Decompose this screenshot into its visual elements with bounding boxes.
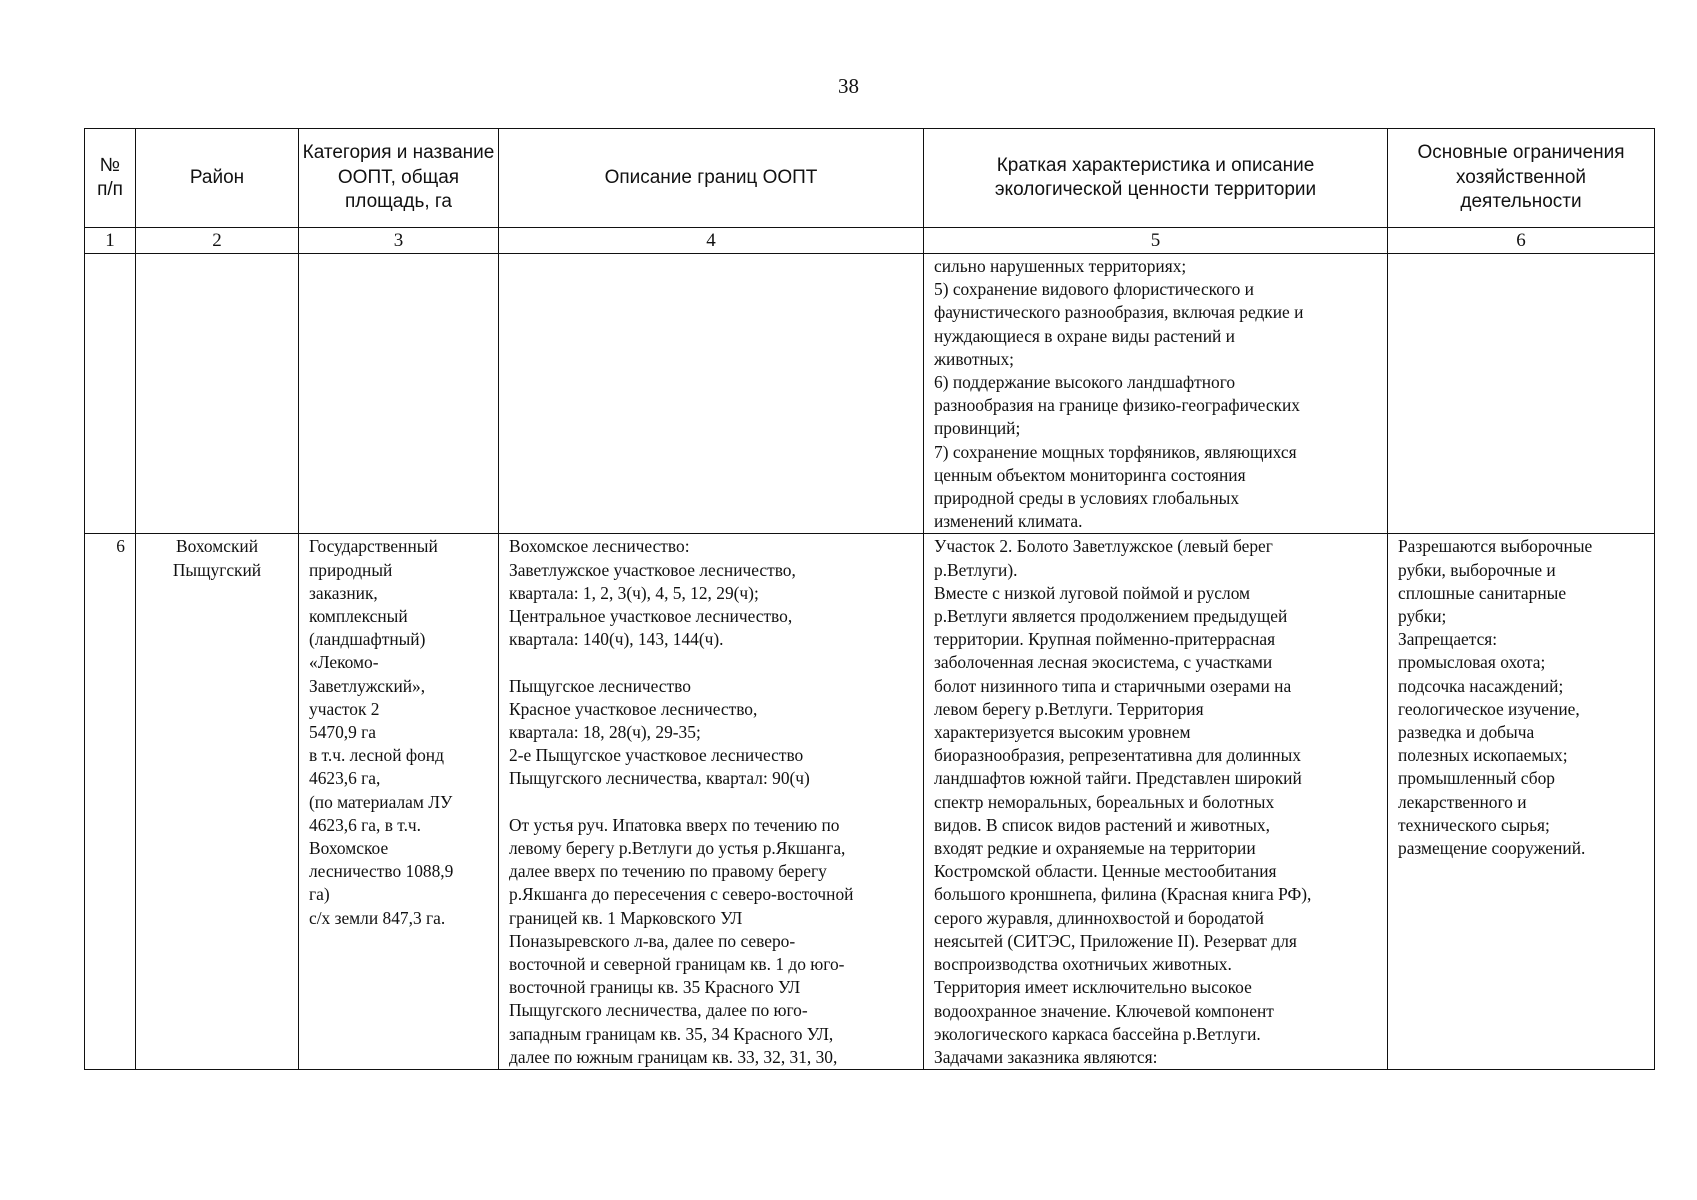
text-line: Вохомский <box>175 536 259 557</box>
cell-text <box>136 166 298 191</box>
header-line: хозяйственной <box>1455 166 1587 188</box>
cell-category <box>299 534 499 1070</box>
header-line: деятельности <box>1460 191 1582 213</box>
cell-text <box>499 534 923 1069</box>
text-line: характеризуется высоким уровнем <box>934 722 1191 743</box>
cell-empty <box>299 254 499 534</box>
text-line: воспроизводства охотничьих животных. <box>934 954 1232 975</box>
text-line: территории. Крупная пойменно-притеррасная <box>934 629 1276 650</box>
column-number: 1 <box>85 228 136 254</box>
text-line: Вместе с низкой луговой поймой и руслом <box>934 582 1251 603</box>
text-line: фаунистического разнообразия, включая редкие и <box>934 302 1304 323</box>
text-line: квартала: 1, 2, 3(ч), 4, 5, 12, 29(ч); <box>509 582 759 603</box>
cell-text <box>924 254 1387 533</box>
text-line: квартала: 18, 28(ч), 29-35; <box>509 722 701 743</box>
text-line: 5) сохранение видового флористического и <box>934 279 1254 300</box>
text-line: видов. В список видов растений и животных, <box>934 814 1270 835</box>
cell-text <box>1388 534 1654 860</box>
text-line: промышленный сбор <box>1398 768 1555 789</box>
cell-text <box>1388 141 1654 215</box>
header-line: Категория и название <box>302 142 495 164</box>
text-line: сплошные санитарные <box>1398 582 1567 603</box>
header-line: ООПТ, общая <box>337 166 460 188</box>
column-number: 6 <box>1388 228 1655 254</box>
text-line: нуждающиеся в охране виды растений и <box>934 325 1235 346</box>
text-line: восточной границы кв. 35 Красного УЛ <box>509 977 801 998</box>
header-line: Описание границ ООПТ <box>604 166 818 188</box>
text-line: сильно нарушенных территориях; <box>934 256 1187 276</box>
text-line: провинций; <box>934 418 1021 439</box>
text-line: экологического каркаса бассейна р.Ветлуги. <box>934 1023 1261 1044</box>
text-line: подсочка насаждений; <box>1398 675 1564 696</box>
text-line: заказник, <box>309 582 378 603</box>
text-line: ценным объектом мониторинга состояния <box>934 464 1246 485</box>
text-line: в т.ч. лесной фонд <box>309 745 444 766</box>
column-number-row <box>85 228 1655 254</box>
text-line: 6) поддержание высокого ландшафтного <box>934 372 1236 393</box>
text-line: границей кв. 1 Марковского УЛ <box>509 907 743 928</box>
text-line: серого журавля, длиннохвостой и бородатой <box>934 907 1264 928</box>
cell-empty <box>136 254 299 534</box>
text-line: Государственный <box>309 536 438 557</box>
text-line: 4623,6 га, <box>309 768 381 789</box>
text-line: га) <box>309 884 330 905</box>
text-line: Участок 2. Болото Заветлужское (левый берег <box>934 536 1273 557</box>
header-line: Основные ограничения <box>1417 142 1625 164</box>
text-line: Красное участковое лесничество, <box>509 698 758 719</box>
text-line: далее вверх по течению по правому берегу <box>509 861 827 882</box>
text-line: Задачами заказника являются: <box>934 1046 1158 1067</box>
text-line: природной среды в условиях глобальных <box>934 488 1240 509</box>
protected-areas-table <box>84 128 1655 1070</box>
text-line: Заветлужский», <box>309 675 426 696</box>
column-number: 5 <box>924 228 1388 254</box>
text-line: 7) сохранение мощных торфяников, являющихся <box>934 441 1297 462</box>
table-row <box>85 534 1655 1070</box>
text-line: Костромской области. Ценные местообитания <box>934 861 1277 882</box>
text-line: левом берегу р.Ветлуги. Территория <box>934 698 1204 719</box>
text-line: Запрещается: <box>1398 629 1498 650</box>
text-line: разведка и добыча <box>1398 722 1535 743</box>
text-line: Вохомское лесничество: <box>509 536 690 557</box>
text-line: От устья руч. Ипатовка вверх по течению по <box>509 814 840 835</box>
table-header-row <box>85 129 1655 228</box>
text-line: ландшафтов южной тайги. Представлен широкий <box>934 768 1302 789</box>
text-line: геологическое изучение, <box>1398 698 1580 719</box>
cell-description <box>924 534 1388 1070</box>
text-line: лекарственного и <box>1398 791 1527 812</box>
text-line: разнообразия на границе физико-географических <box>934 395 1300 416</box>
text-line: большого кроншнепа, филина (Красная книга РФ), <box>934 884 1312 905</box>
cell-text <box>299 534 498 929</box>
row-number: 6 <box>116 536 125 557</box>
text-line: лесничество 1088,9 <box>309 861 454 882</box>
cell-number <box>85 534 136 1070</box>
text-line: животных; <box>934 348 1014 369</box>
cell-empty <box>499 254 924 534</box>
cell-text <box>85 154 135 203</box>
text-line: участок 2 <box>309 698 380 719</box>
text-line: Пыщугского лесничества, квартал: 90(ч) <box>509 768 810 789</box>
text-line: Разрешаются выборочные <box>1398 536 1593 557</box>
header-description <box>924 129 1388 228</box>
text-line: западным границам кв. 35, 34 Красного УЛ, <box>509 1023 834 1044</box>
cell-empty <box>1388 254 1655 534</box>
header-line: № <box>99 154 121 176</box>
header-line: Краткая характеристика и описание <box>996 154 1315 176</box>
text-line: технического сырья; <box>1398 814 1550 835</box>
text-line: болот низинного типа и старичными озерами на <box>934 675 1292 696</box>
text-line: Территория имеет исключительно высокое <box>934 977 1252 998</box>
header-restrictions <box>1388 129 1655 228</box>
cell-district <box>136 534 299 1070</box>
text-line: Центральное участковое лесничество, <box>509 606 793 627</box>
cell-boundaries <box>499 534 924 1070</box>
text-line: р.Якшанга до пересечения с северо-восточной <box>509 884 854 905</box>
text-line: комплексный <box>309 606 408 627</box>
cell-empty <box>85 254 136 534</box>
text-line: Пыщугского лесничества, далее по юго- <box>509 1000 808 1021</box>
header-line: п/п <box>97 179 123 200</box>
header-line: экологической ценности территории <box>994 179 1317 200</box>
cell-description-continued <box>924 254 1388 534</box>
cell-text <box>924 534 1387 1069</box>
text-line: рубки; <box>1398 606 1447 627</box>
text-line: Заветлужское участковое лесничество, <box>509 559 796 580</box>
header-district <box>136 129 299 228</box>
column-number: 3 <box>299 228 499 254</box>
header-number <box>85 129 136 228</box>
text-line: р.Ветлуги). <box>934 559 1018 580</box>
text-line: 4623,6 га, в т.ч. <box>309 814 422 835</box>
text-line: Пыщугское лесничество <box>509 675 691 696</box>
text-line: рубки, выборочные и <box>1398 559 1556 580</box>
text-line: «Лекомо- <box>309 652 379 673</box>
text-line: восточной и северной границам кв. 1 до юго- <box>509 954 845 975</box>
text-line: (ландшафтный) <box>309 629 426 650</box>
text-line <box>509 651 913 674</box>
text-line: полезных ископаемых; <box>1398 745 1568 766</box>
text-line: р.Ветлуги является продолжением предыдущей <box>934 606 1288 627</box>
text-line: квартала: 140(ч), 143, 144(ч). <box>509 629 724 650</box>
text-line: Поназыревского л-ва, далее по северо- <box>509 930 796 951</box>
text-line: (по материалам ЛУ <box>309 791 453 812</box>
column-number: 4 <box>499 228 924 254</box>
text-line: входят редкие и охраняемые на территории <box>934 838 1256 859</box>
text-line: природный <box>309 559 393 580</box>
text-line: левому берегу р.Ветлуги до устья р.Якшанга, <box>509 838 846 859</box>
text-line: биоразнообразия, репрезентативна для долинных <box>934 745 1301 766</box>
cell-text <box>136 534 298 581</box>
text-line: размещение сооружений. <box>1398 838 1586 859</box>
cell-text <box>299 141 498 215</box>
header-category <box>299 129 499 228</box>
text-line: Вохомское <box>309 838 389 859</box>
text-line: Пыщугский <box>172 559 262 580</box>
header-boundaries <box>499 129 924 228</box>
header-line: Район <box>189 166 245 188</box>
text-line <box>509 791 913 814</box>
text-line: спектр неморальных, бореальных и болотных <box>934 791 1275 812</box>
text-line: водоохранное значение. Ключевой компонент <box>934 1000 1274 1021</box>
text-line: с/х земли 847,3 га. <box>309 907 446 928</box>
text-line: 2-е Пыщугское участковое лесничество <box>509 745 804 766</box>
text-line: заболоченная лесная экосистема, с участками <box>934 652 1273 673</box>
cell-restrictions <box>1388 534 1655 1070</box>
page-number: 38 <box>838 74 859 98</box>
header-line: площадь, га <box>345 191 452 213</box>
table-row-continuation <box>85 254 1655 534</box>
text-line: 5470,9 га <box>309 722 377 743</box>
text-line: неясытей (СИТЭС, Приложение II). Резерват для <box>934 930 1297 951</box>
text-line: далее по южным границам кв. 33, 32, 31, 30, <box>509 1046 838 1067</box>
text-line: промысловая охота; <box>1398 652 1546 673</box>
text-line: изменений климата. <box>934 511 1083 532</box>
column-number: 2 <box>136 228 299 254</box>
cell-text <box>499 166 923 191</box>
cell-text <box>924 154 1387 203</box>
